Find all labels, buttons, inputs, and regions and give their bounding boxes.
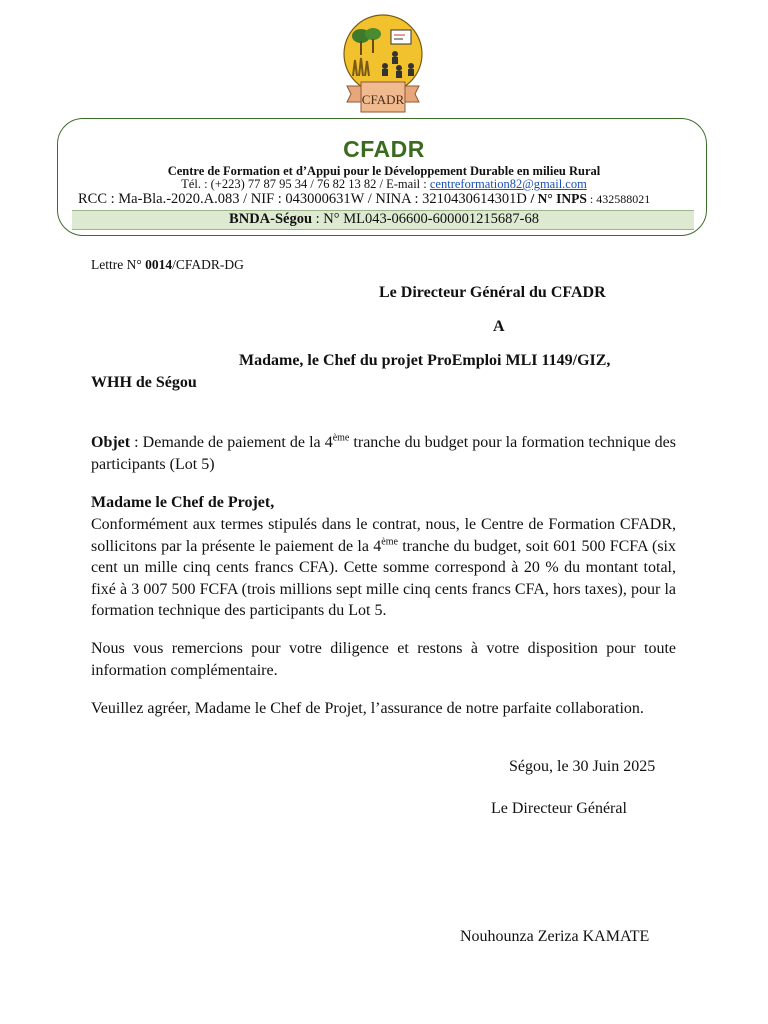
contact-phone: Tél. : (+223) 77 87 95 34 / 76 82 13 82 / E-mail : bbox=[181, 177, 430, 191]
object-text-2: tranche du budget pour la formation technique des participants (Lot 5) bbox=[91, 434, 676, 473]
body-paragraph-1 bbox=[91, 514, 676, 622]
object-label: Objet bbox=[91, 434, 131, 451]
registration-numbers: RCC : Ma-Bla.-2020.A.083 / NIF : 043000631W / NINA : 3210430614301D bbox=[78, 191, 527, 207]
ref-number: 0014 bbox=[145, 257, 173, 272]
body-paragraph-3: Veuillez agréer, Madame le Chef de Projet, l’assurance de notre parfaite collaboration. bbox=[91, 700, 644, 717]
body-paragraph-2: Nous vous remercions pour votre diligence et restons à votre disposition pour toute information complémentaire. bbox=[91, 640, 676, 679]
signatory-name: Nouhounza Zeriza KAMATE bbox=[460, 928, 650, 945]
recipient-line-1: Madame, le Chef du projet ProEmploi MLI 1149/GIZ, bbox=[239, 352, 611, 369]
cfadr-logo bbox=[333, 14, 433, 118]
recipient-line-2: WHH de Ségou bbox=[91, 374, 197, 391]
place-date: Ségou, le 30 Juin 2025 bbox=[509, 758, 656, 775]
bnda-label: BNDA-Ségou bbox=[229, 211, 313, 227]
inps-value: : 432588021 bbox=[586, 192, 651, 206]
object-text-1: : Demande de paiement de la 4 bbox=[130, 434, 333, 451]
org-full-name: Centre de Formation et d’Appui pour le Développement Durable en milieu Rural bbox=[167, 164, 601, 178]
para1-text-1: Conformément aux termes stipulés dans le contrat, nous, le Centre de Formation CFADR, sollicitons par la présente le paiement de la 4 bbox=[91, 516, 676, 555]
ref-suffix: /CFADR-DG bbox=[172, 257, 244, 272]
inps-label: / N° INPS bbox=[530, 191, 587, 206]
bnda-value: : N° ML043-06600-600001215687-68 bbox=[312, 211, 539, 227]
logo-text: CFADR bbox=[361, 92, 405, 107]
org-contact bbox=[0, 177, 768, 192]
object-paragraph bbox=[91, 432, 676, 475]
para1-sup: ème bbox=[381, 536, 398, 548]
sender-title: Le Directeur Général du CFADR bbox=[379, 284, 606, 301]
email-link[interactable]: centreformation82@gmail.com bbox=[429, 177, 587, 191]
signature-title: Le Directeur Général bbox=[491, 800, 627, 817]
ref-prefix: Lettre N° bbox=[91, 257, 146, 272]
para1-text-2: tranche du budget, soit 601 500 FCFA (six cent un mille cinq cents francs CFA). Cette somme correspond à 20 % du montant total, fixé à 3 007 500 FCFA (trois millions sept mille cinq cents francs CFA, hors taxes), pour la formation technique des participants du Lot 5. bbox=[91, 537, 676, 619]
org-name: CFADR bbox=[343, 136, 425, 162]
salutation: Madame le Chef de Projet, bbox=[91, 494, 275, 511]
letter-reference bbox=[91, 257, 244, 273]
bnda-line bbox=[0, 211, 768, 228]
registration-line bbox=[78, 191, 650, 208]
to-word: A bbox=[493, 318, 505, 335]
object-sup: ème bbox=[332, 432, 350, 444]
